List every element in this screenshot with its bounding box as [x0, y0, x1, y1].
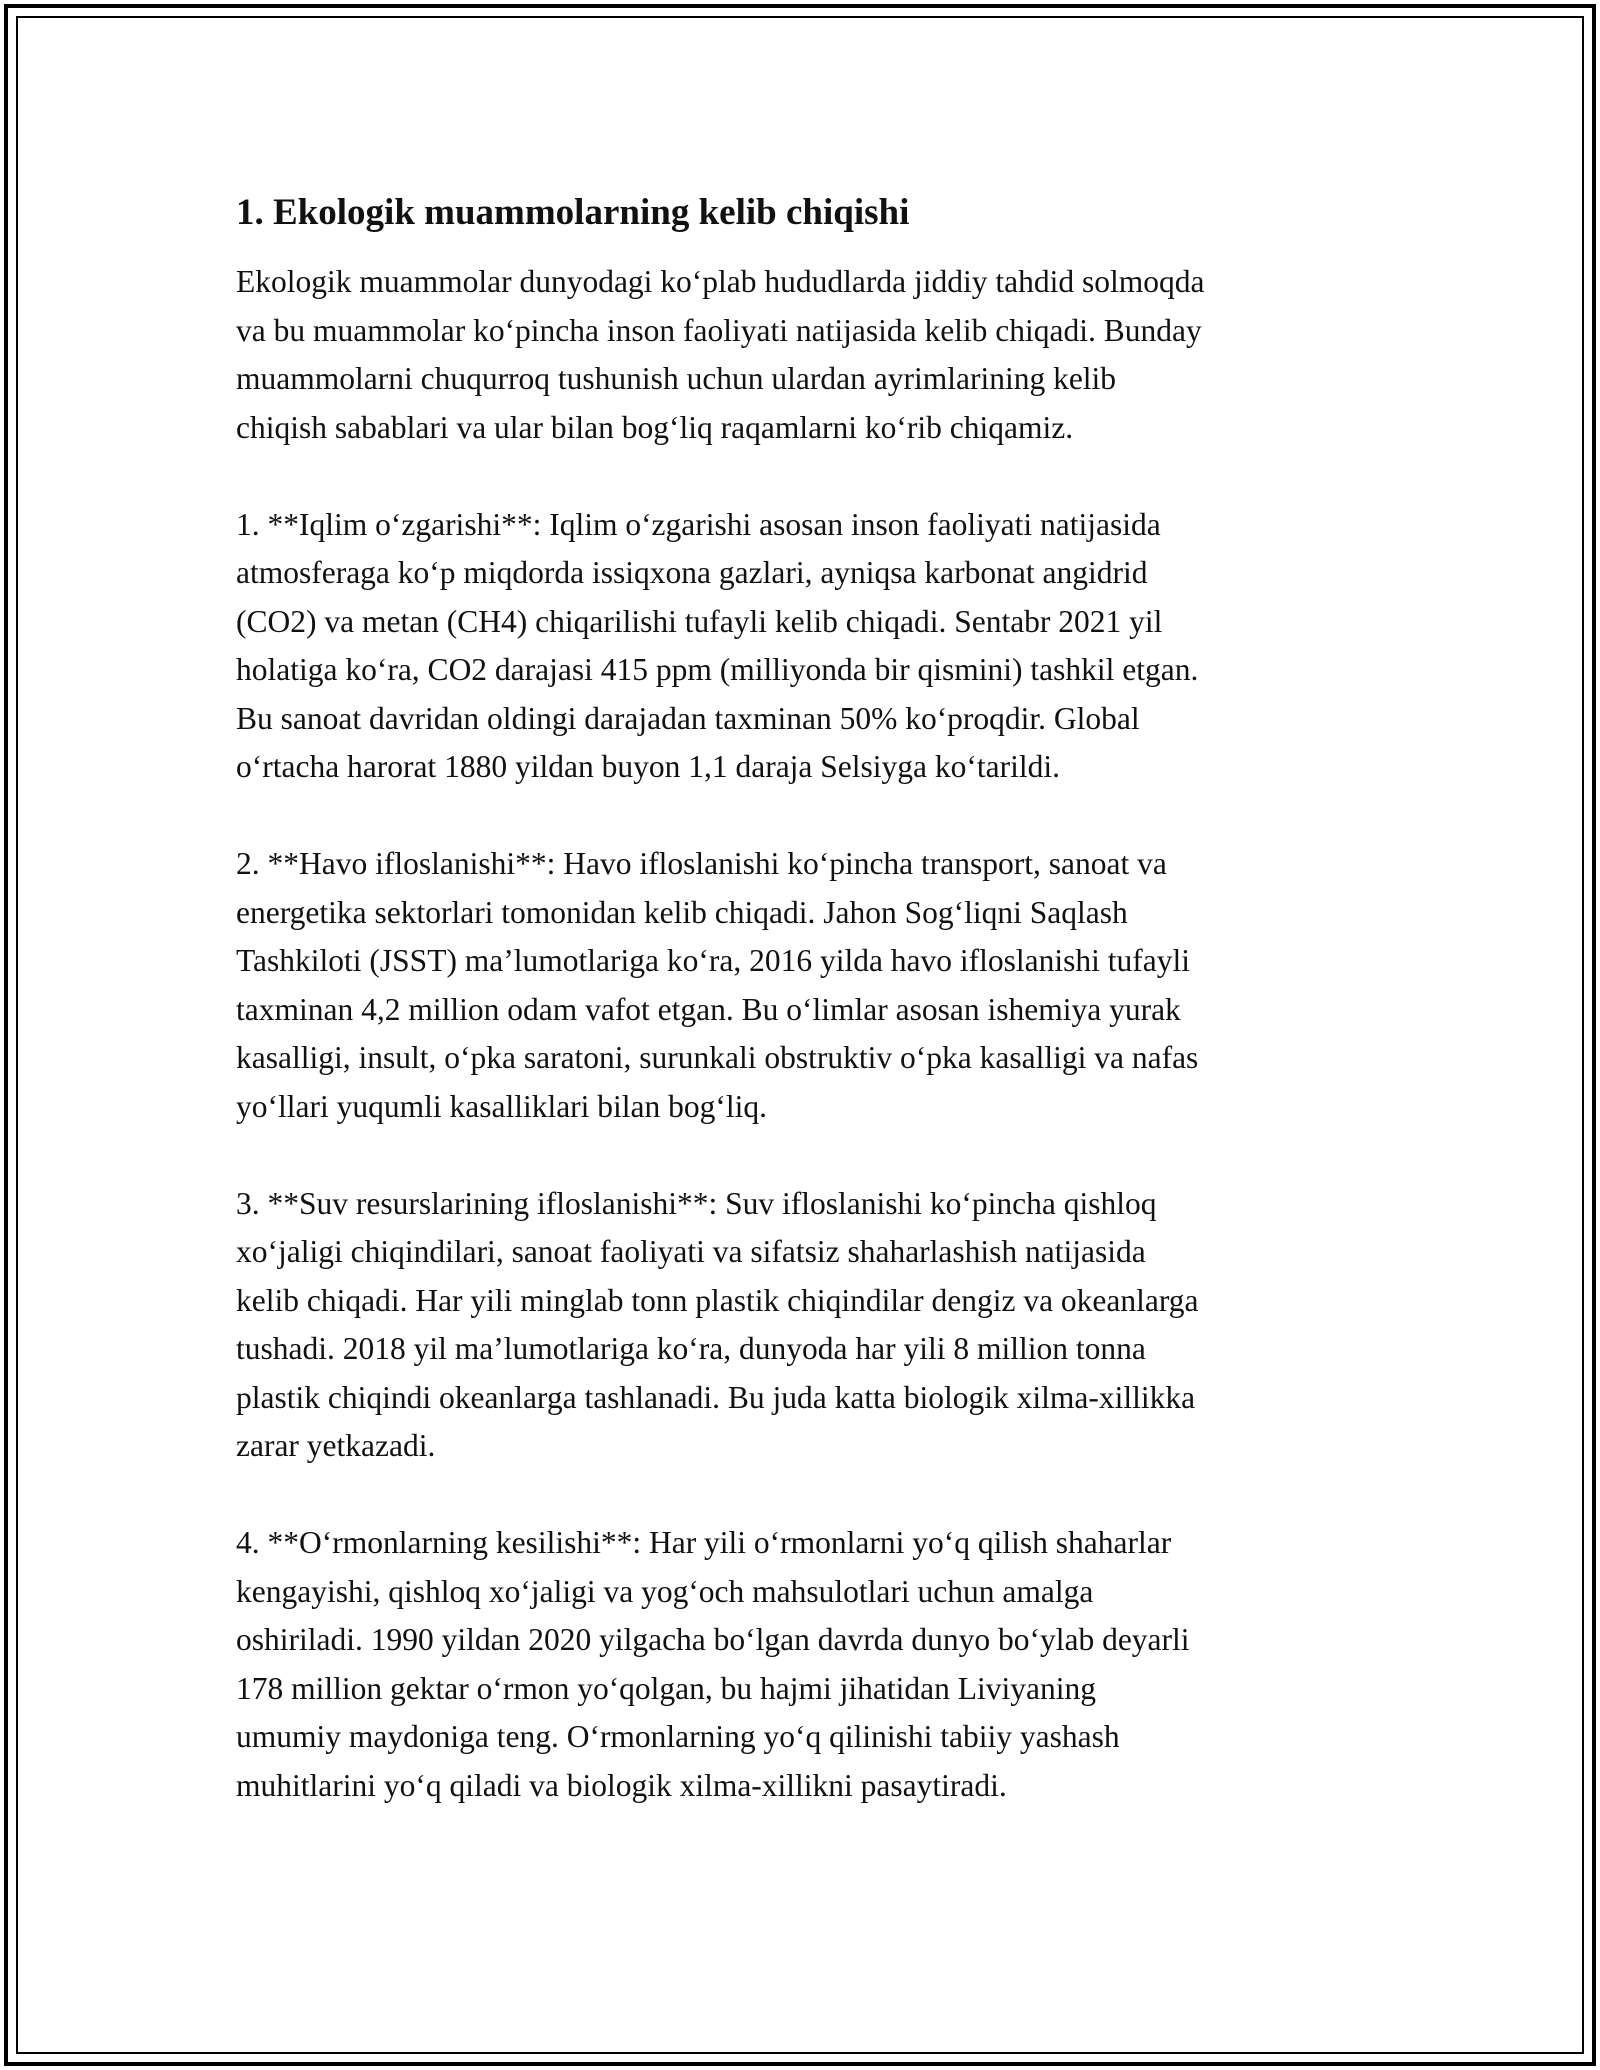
text-line: atmosferaga ko‘p miqdorda issiqxona gazlari, ayniqsa karbonat angidrid [236, 555, 1148, 590]
text-line: yo‘llari yuqumli kasalliklari bilan bog‘liq. [236, 1088, 768, 1124]
text-line: 3. **Suv resurslarining ifloslanishi**: Suv ifloslanishi ko‘pincha qishloq [236, 1185, 1157, 1221]
text-line: va bu muammolar ko‘pincha inson faoliyati natijasida kelib chiqadi. Bunday [236, 312, 1202, 348]
text-line: xo‘jaligi chiqindilari, sanoat faoliyati va sifatsiz shaharlashish natijasida [236, 1234, 1146, 1269]
paragraph-list [236, 258, 1396, 1810]
list-item-paragraph [236, 1180, 1396, 1471]
text-line: 4. **O‘rmonlarning kesilishi**: Har yili o‘rmonlarni yo‘q qilish shaharlar [236, 1525, 1172, 1560]
text-line: kasalligi, insult, o‘pka saratoni, surunkali obstruktiv o‘pka kasalligi va nafas [236, 1040, 1199, 1075]
text-line: zarar yetkazadi. [236, 1428, 436, 1463]
text-line: energetika sektorlari tomonidan kelib chiqadi. Jahon Sog‘liqni Saqlash [236, 894, 1128, 930]
text-line: plastik chiqindi okeanlarga tashlanadi. Bu juda katta biologik xilma-xillikka [236, 1379, 1196, 1415]
text-line: kengayishi, qishloq xo‘jaligi va yog‘och mahsulotlari uchun amalga [236, 1573, 1094, 1609]
text-line: 178 million gektar o‘rmon yo‘qolgan, bu hajmi jihatidan Liviyaning [236, 1670, 1096, 1706]
text-line: umumiy maydoniga teng. O‘rmonlarning yo‘q qilinishi tabiiy yashash [236, 1719, 1120, 1754]
list-item-paragraph [236, 840, 1396, 1131]
text-line: Bu sanoat davridan oldingi darajadan taxminan 50% ko‘proqdir. Global [236, 700, 1140, 736]
text-line: Ekologik muammolar dunyodagi ko‘plab hududlarda jiddiy tahdid solmoqda [236, 264, 1205, 299]
text-line: taxminan 4,2 million odam vafot etgan. Bu o‘limlar asosan ishemiya yurak [236, 991, 1181, 1027]
text-line: muhitlarini yo‘q qiladi va biologik xilma-xillikni pasaytiradi. [236, 1767, 1007, 1803]
list-item-paragraph [236, 501, 1396, 792]
text-line: tushadi. 2018 yil ma’lumotlariga ko‘ra, dunyoda har yili 8 million tonna [236, 1331, 1146, 1366]
document-body [236, 188, 1396, 1859]
text-line: holatiga ko‘ra, CO2 darajasi 415 ppm (milliyonda bir qismini) tashkil etgan. [236, 652, 1199, 687]
list-item-paragraph [236, 1519, 1396, 1810]
intro-paragraph [236, 258, 1396, 452]
text-line: oshiriladi. 1990 yildan 2020 yilgacha bo‘lgan davrda dunyo bo‘ylab deyarli [236, 1622, 1190, 1657]
text-line: Tashkiloti (JSST) ma’lumotlariga ko‘ra, 2016 yilda havo ifloslanishi tufayli [236, 943, 1191, 978]
text-line: o‘rtacha harorat 1880 yildan buyon 1,1 daraja Selsiyga ko‘tarildi. [236, 749, 1060, 784]
section-title: 1. Ekologik muammolarning kelib chiqishi [236, 192, 910, 233]
text-line: (CO2) va metan (CH4) chiqarilishi tufayli kelib chiqadi. Sentabr 2021 yil [236, 603, 1163, 639]
text-line: chiqish sabablari va ular bilan bog‘liq raqamlarni ko‘rib chiqamiz. [236, 409, 1074, 445]
text-line: 2. **Havo ifloslanishi**: Havo ifloslanishi ko‘pincha transport, sanoat va [236, 846, 1167, 881]
text-line: muammolarni chuqurroq tushunish uchun ulardan ayrimlarining kelib [236, 361, 1117, 396]
text-line: 1. **Iqlim o‘zgarishi**: Iqlim o‘zgarishi asosan inson faoliyati natijasida [236, 506, 1161, 542]
text-line: kelib chiqadi. Har yili minglab tonn plastik chiqindilar dengiz va okeanlarga [236, 1282, 1199, 1318]
